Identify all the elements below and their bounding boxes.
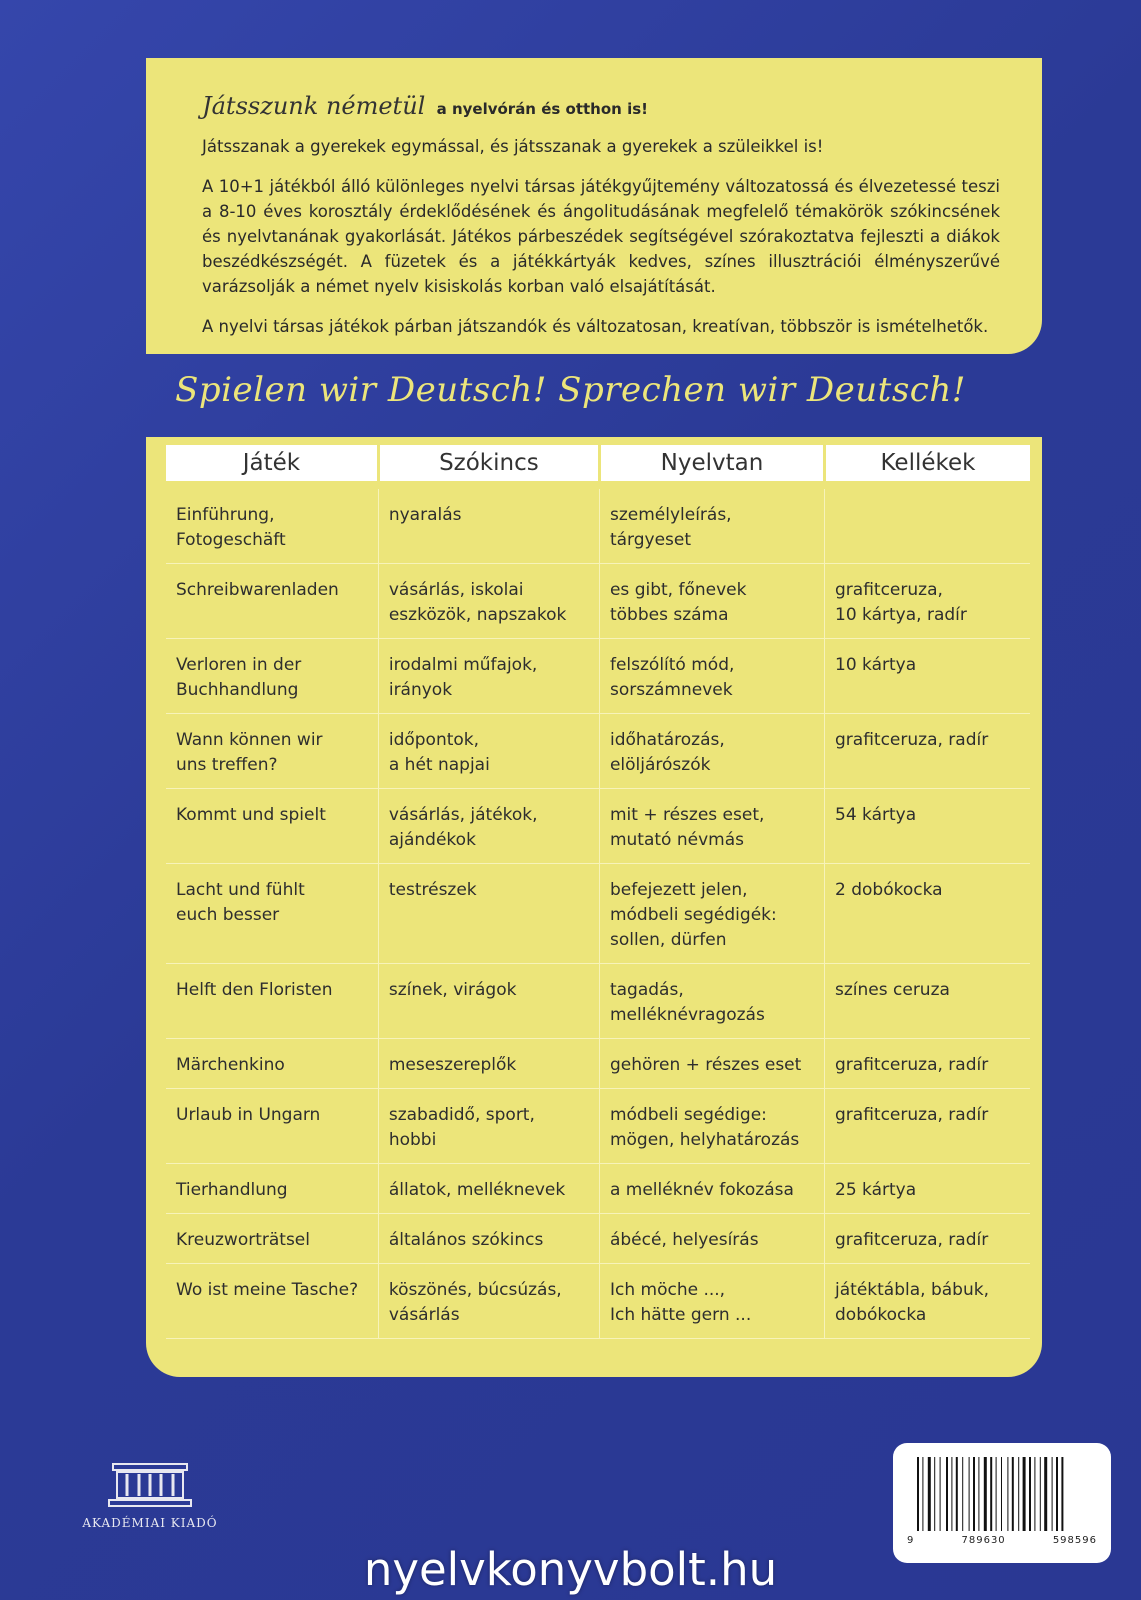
- table-row: [166, 639, 1030, 714]
- barcode-bar: [1001, 1457, 1002, 1531]
- cell-kellekek: [825, 489, 1030, 564]
- cell-jatek: Urlaub in Ungarn: [166, 1089, 378, 1164]
- table-row: [166, 1164, 1030, 1214]
- cell-jatek: Märchenkino: [166, 1039, 378, 1089]
- table-row: [166, 714, 1030, 789]
- cell-nyelvtan: a melléknév fokozása: [599, 1164, 824, 1214]
- barcode-bar: [956, 1457, 958, 1531]
- barcode-bar: [973, 1457, 975, 1531]
- barcode-bar: [996, 1457, 997, 1531]
- table-row: [166, 1089, 1030, 1164]
- table-row: [166, 489, 1030, 564]
- cell-kellekek: 10 kártya: [825, 639, 1030, 714]
- header-jatek: Játék: [166, 445, 378, 481]
- header-nyelvtan: Nyelvtan: [599, 445, 824, 481]
- cell-kellekek: játéktábla, bábuk, dobókocka: [825, 1264, 1030, 1339]
- cell-nyelvtan: es gibt, főnevek többes száma: [599, 564, 824, 639]
- cell-kellekek: grafitceruza, 10 kártya, radír: [825, 564, 1030, 639]
- cell-nyelvtan: időhatározás, elöljárószók: [599, 714, 824, 789]
- cell-kellekek: grafitceruza, radír: [825, 714, 1030, 789]
- games-table: [166, 445, 1030, 1339]
- intro-title-script: Játsszunk németül: [202, 92, 426, 120]
- cell-kellekek: grafitceruza, radír: [825, 1039, 1030, 1089]
- cell-szokincs: állatok, melléknevek: [378, 1164, 599, 1214]
- barcode-bar: [1052, 1457, 1053, 1531]
- cell-szokincs: vásárlás, játékok, ajándékok: [378, 789, 599, 864]
- table-row: [166, 1264, 1030, 1339]
- barcode-bar: [1061, 1457, 1063, 1531]
- intro-title: [202, 94, 1000, 122]
- barcode-bar: [951, 1457, 952, 1531]
- barcode-bar: [1007, 1457, 1008, 1531]
- cell-jatek: Lacht und fühlt euch besser: [166, 864, 378, 964]
- cell-szokincs: testrészek: [378, 864, 599, 964]
- intro-paragraph-2: A 10+1 játékból álló különleges nyelvi társas játékgyűjtemény változatossá és élvezetessé teszi a 8-10 éves korosztály érdeklődésének és ángolitudásának megfelelő témakörök szókincsének és nyelvtanának gyakorlását. Játékos párbeszédek segítségével szórakoztatva fejleszti a diákok beszédkészségét. A füzetek és a játékkártyák kedves, színes illusztrációi élményszerűvé varázsolják a német nyelv kisiskolás korban való elsajátítását.: [202, 177, 1000, 296]
- cell-nyelvtan: mit + részes eset, mutató névmás: [599, 789, 824, 864]
- table-header-row: [166, 445, 1030, 481]
- cell-kellekek: grafitceruza, radír: [825, 1214, 1030, 1264]
- building-columns-icon: [105, 1458, 195, 1510]
- barcode-bar: [917, 1457, 919, 1531]
- barcode-bar: [922, 1457, 923, 1531]
- games-table-body: [166, 481, 1030, 1339]
- cell-kellekek: 2 dobókocka: [825, 864, 1030, 964]
- barcode-bar: [1040, 1457, 1041, 1531]
- cell-jatek: Verloren in der Buchhandlung: [166, 639, 378, 714]
- cell-kellekek: 54 kártya: [825, 789, 1030, 864]
- cell-jatek: Wann können wir uns treffen?: [166, 714, 378, 789]
- barcode-digit-group-1: 9: [907, 1535, 915, 1546]
- cell-szokincs: irodalmi műfajok, irányok: [378, 639, 599, 714]
- intro-paragraph-1: Játsszanak a gyerekek egymással, és játsszanak a gyerekek a szüleikkel is!: [202, 137, 824, 156]
- table-row: [166, 1214, 1030, 1264]
- barcode-bar: [940, 1457, 941, 1531]
- table-row: [166, 864, 1030, 964]
- cell-kellekek: 25 kártya: [825, 1164, 1030, 1214]
- cell-jatek: Kommt und spielt: [166, 789, 378, 864]
- cell-nyelvtan: tagadás, melléknévragozás: [599, 964, 824, 1039]
- barcode-bar: [969, 1457, 970, 1531]
- table-row: [166, 1039, 1030, 1089]
- cell-nyelvtan: ábécé, helyesírás: [599, 1214, 824, 1264]
- cell-nyelvtan: személyleírás, tárgyeset: [599, 489, 824, 564]
- barcode-bar: [946, 1457, 948, 1531]
- cell-kellekek: grafitceruza, radír: [825, 1089, 1030, 1164]
- cell-jatek: Tierhandlung: [166, 1164, 378, 1214]
- cell-szokincs: színek, virágok: [378, 964, 599, 1039]
- publisher-name: AKADÉMIAI KIADÓ: [82, 1516, 218, 1530]
- barcode: [913, 1457, 1091, 1533]
- table-spacer: [166, 481, 1030, 489]
- headline: Spielen wir Deutsch! Sprechen wir Deutsch!: [175, 370, 966, 410]
- cell-kellekek: színes ceruza: [825, 964, 1030, 1039]
- cell-nyelvtan: felszólító mód, sorszámnevek: [599, 639, 824, 714]
- intro-panel: [146, 58, 1042, 354]
- barcode-bar: [984, 1457, 987, 1531]
- cell-szokincs: szabadidő, sport, hobbi: [378, 1089, 599, 1164]
- cell-jatek: Helft den Floristen: [166, 964, 378, 1039]
- cell-nyelvtan: befejezett jelen, módbeli segédigék: sollen, dürfen: [599, 864, 824, 964]
- barcode-bar: [1056, 1457, 1058, 1531]
- games-table-panel: [146, 437, 1042, 1377]
- cell-nyelvtan: Ich möche ..., Ich hätte gern ...: [599, 1264, 824, 1339]
- barcode-bar: [1012, 1457, 1014, 1531]
- barcode-bar: [928, 1457, 931, 1531]
- barcode-bar: [1018, 1457, 1019, 1531]
- cell-jatek: Schreibwarenladen: [166, 564, 378, 639]
- cell-szokincs: meseszereplők: [378, 1039, 599, 1089]
- intro-title-rest: a nyelvórán és otthon is!: [436, 100, 648, 118]
- header-szokincs: Szókincs: [378, 445, 599, 481]
- header-kellekek: Kellékek: [825, 445, 1030, 481]
- cell-nyelvtan: módbeli segédige: mögen, helyhatározás: [599, 1089, 824, 1164]
- cell-jatek: Kreuzworträtsel: [166, 1214, 378, 1264]
- barcode-digit-group-2: 789630: [961, 1535, 1006, 1546]
- cell-szokincs: időpontok, a hét napjai: [378, 714, 599, 789]
- table-row: [166, 564, 1030, 639]
- barcode-bar: [978, 1457, 979, 1531]
- table-row: [166, 789, 1030, 864]
- barcode-bar: [934, 1457, 935, 1531]
- barcode-bar: [1023, 1457, 1026, 1531]
- intro-paragraph-3: A nyelvi társas játékok párban játszandók és változatosan, kreatívan, többször is ismételhetők.: [202, 317, 989, 336]
- cell-szokincs: köszönés, búcsúzás, vásárlás: [378, 1264, 599, 1339]
- cell-jatek: Wo ist meine Tasche?: [166, 1264, 378, 1339]
- cell-szokincs: vásárlás, iskolai eszközök, napszakok: [378, 564, 599, 639]
- barcode-bar: [1029, 1457, 1031, 1531]
- barcode-bar: [990, 1457, 992, 1531]
- watermark: nyelvkonyvbolt.hu: [363, 1543, 778, 1596]
- table-row: [166, 964, 1030, 1039]
- cell-szokincs: nyaralás: [378, 489, 599, 564]
- cell-szokincs: általános szókincs: [378, 1214, 599, 1264]
- cell-jatek: Einführung, Fotogeschäft: [166, 489, 378, 564]
- barcode-digit-group-3: 598596: [1052, 1535, 1097, 1546]
- barcode-bar: [1034, 1457, 1035, 1531]
- barcode-bar: [1044, 1457, 1047, 1531]
- cell-nyelvtan: gehören + részes eset: [599, 1039, 824, 1089]
- barcode-bar: [962, 1457, 963, 1531]
- publisher-logo: [70, 1458, 230, 1530]
